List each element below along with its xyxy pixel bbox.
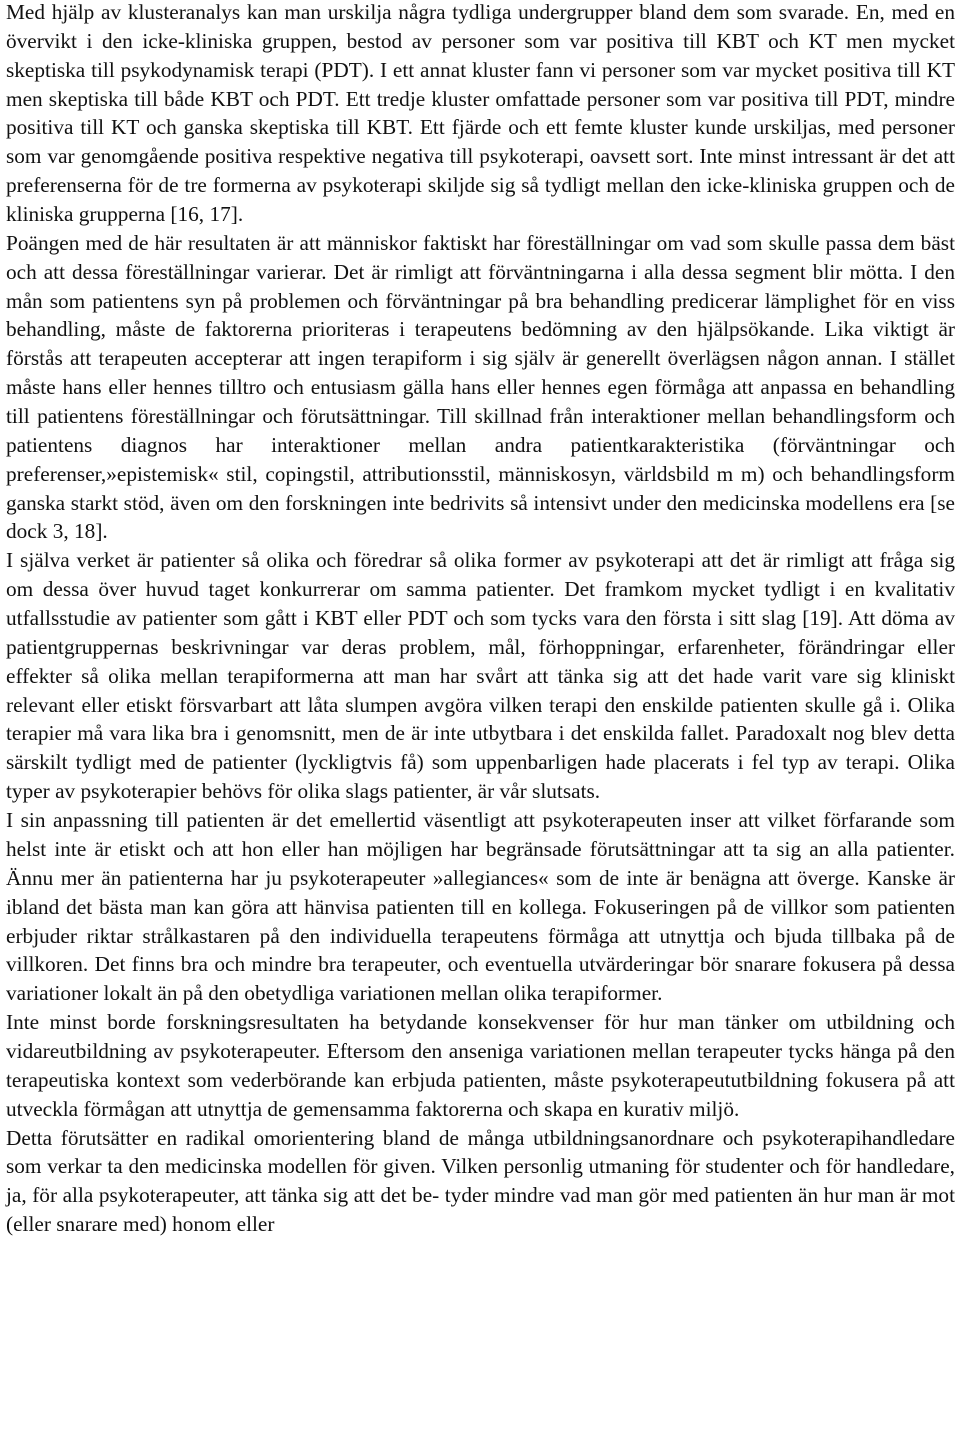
paragraph-patient-expectations: Poängen med de här resultaten är att människor faktiskt har föreställningar om vad som skulle passa dem bäst och att dessa föreställningar varierar. Det är rimligt att förväntningarna i alla dessa segment blir mötta. I den mån som patientens syn på problemen och förväntningar på bra behandling predicerar lämplighet för en viss behandling, måste de faktorerna prioriteras i terapeutens bedömning av den hjälpsökande. Lika viktigt är förstås att terapeuten accepterar att ingen terapiform i sig själv är generellt överlägsen någon annan. I stället måste hans eller hennes tilltro och entusiasm gälla hans eller hennes egen förmåga att anpassa en behandling till patientens föreställningar och förutsättningar. Till skillnad från interaktioner mellan behandlingsform och patientens diagnos har interaktioner mellan andra patientkarakteristika (förväntningar och preferenser,»epistemisk« stil, copingstil, attributionsstil, människosyn, världsbild m m) och behandlingsform ganska starkt stöd, även om den forskningen inte bedrivits så intensivt under den medicinska modellens era [se dock 3, 18]. [6, 230, 955, 544]
document-page [6, 0, 955, 1239]
paragraph-cluster-analysis: Med hjälp av klusteranalys kan man urskilja några tydliga undergrupper bland dem som svarade. En, med en övervikt i den icke-kliniska gruppen, bestod av personer som var positiva till KBT och KT men mycket skeptiska till psykodynamisk terapi (PDT). I ett annat kluster fann vi personer som var mycket positiva till KT men skeptiska till både KBT och PDT. Ett tredje kluster omfattade personer som var positiva till PDT, mindre positiva till KT och ganska skeptiska till KBT. Ett fjärde och ett femte kluster kunde urskiljas, med personer som var genomgående positiva respektive negativa till psykoterapi, oavsett sort. Inte minst intressant är det att preferenserna för de tre formerna av psykoterapi skiljde sig så tydligt mellan den icke-kliniska gruppen och de kliniska grupperna [16, 17]. [6, 0, 955, 227]
paragraph-patient-differences: I själva verket är patienter så olika och föredrar så olika former av psykoterapi att det är rimligt att fråga sig om dessa över huvud taget konkurrerar om samma patienter. Det framkom mycket tydligt i en kvalitativ utfallsstudie av patienter som gått i KBT eller PDT och som tycks vara den första i sitt slag [19]. Att döma av patientgruppernas beskrivningar var deras problem, mål, förhoppningar, erfarenheter, förändringar eller effekter så olika mellan terapiformerna att man har svårt att tänka sig att det hade varit vare sig kliniskt relevant eller etiskt försvarbart att låta slumpen avgöra vilken terapi den enskilde patienten skulle gå i. Olika terapier må vara lika bra i genomsnitt, men de är inte utbytbara i det enskilda fallet. Paradoxalt nog blev detta särskilt tydligt med de patienter (lyckligtvis få) som uppenbarligen hade placerats i fel typ av terapi. Olika typer av psykoterapier behövs för olika slags patienter, är vår slutsats. [6, 548, 955, 804]
paragraph-education-consequences: Inte minst borde forskningsresultaten ha betydande konsekvenser för hur man tänker om utbildning och vidareutbildning av psykoterapeuter. Eftersom den anseniga variationen mellan terapeuter tycks hänga på den terapeutiska kontext som vederbörande kan erbjuda patienten, måste psykoterapeututbildning fokusera på att utveckla förmågan att utnyttja de gemensamma faktorerna och skapa en kurativ miljö. [6, 1010, 955, 1121]
paragraph-therapist-adaptation: I sin anpassning till patienten är det emellertid väsentligt att psykoterapeuten inser att vilket förfarande som helst inte är etiskt och att hon eller han möjligen har begränsade förutsättningar att ta sig an alla patienter. Ännu mer än patienterna har ju psykoterapeuter »allegiances« som de inte är benägna att överge. Kanske är ibland det bästa man kan göra att hänvisa patienten till en kollega. Fokuseringen på de villkor som patienten erbjuder riktar strålkastaren på den individuella terapeutens förmåga att utnyttja och bjuda tillbaka på de villkoren. Det finns bra och mindre bra terapeuter, och eventuella utvärderingar bör snarare fokusera på dessa variationer lokalt än på den obetydliga variationen mellan olika terapiformer. [6, 808, 955, 1006]
paragraph-radical-reorientation: Detta förutsätter en radikal omorientering bland de många utbildningsanordnare och psykoterapihandledare som verkar ta den medicinska modellen för given. Vilken personlig utmaning för studenter och för handledare, ja, för alla psykoterapeuter, att tänka sig att det be- tyder mindre vad man gör med patienten än hur man är mot (eller snarare med) honom eller [6, 1125, 955, 1237]
